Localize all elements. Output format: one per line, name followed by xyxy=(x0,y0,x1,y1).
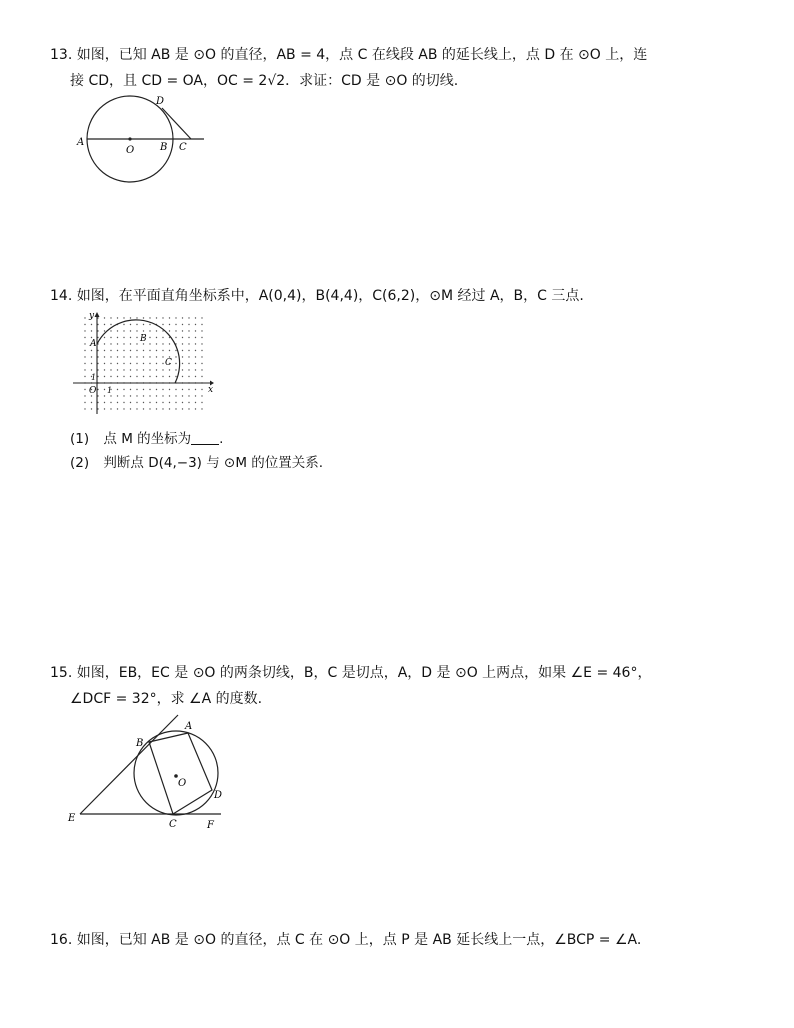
axis-label-y: y xyxy=(89,311,95,321)
grid-dot xyxy=(195,369,196,370)
grid-dot xyxy=(110,350,111,351)
grid-dot xyxy=(136,395,137,396)
question-13-text: 如图，已知 AB 是 ⊙O 的直径，AB = 4，点 C 在线段 AB 的延长线上，点 D 在 ⊙O 上，连 xyxy=(76,47,648,63)
question-15-line-2: ∠DCF = 32°，求 ∠A 的度数. xyxy=(70,691,263,707)
grid-dot xyxy=(149,369,150,370)
grid-dot xyxy=(175,369,176,370)
label-b: B xyxy=(160,142,168,153)
grid-dot xyxy=(117,356,118,357)
grid-dot xyxy=(104,343,105,344)
grid-dot xyxy=(104,395,105,396)
grid-dot xyxy=(84,408,85,409)
grid-dot xyxy=(149,395,150,396)
grid-dot xyxy=(136,402,137,403)
grid-dot xyxy=(188,376,189,377)
grid-dot xyxy=(130,350,131,351)
grid-dot xyxy=(110,324,111,325)
grid-dot xyxy=(201,317,202,318)
grid-dot xyxy=(149,408,150,409)
grid-dot xyxy=(175,350,176,351)
question-15-line-1 xyxy=(50,660,762,686)
grid-dot xyxy=(201,343,202,344)
grid-dot xyxy=(162,350,163,351)
grid-dot xyxy=(117,408,118,409)
grid-dot xyxy=(188,408,189,409)
grid-dot xyxy=(136,337,137,338)
grid-dot xyxy=(104,376,105,377)
grid-dot xyxy=(123,369,124,370)
grid-dot xyxy=(91,330,92,331)
grid-dot xyxy=(188,317,189,318)
grid-dot xyxy=(143,408,144,409)
grid-dot xyxy=(149,350,150,351)
grid-dot xyxy=(149,337,150,338)
grid-dot xyxy=(169,324,170,325)
grid-dot xyxy=(169,337,170,338)
label-a: A xyxy=(90,339,97,349)
grid-dot xyxy=(143,369,144,370)
grid-dot xyxy=(195,363,196,364)
grid-dot xyxy=(84,317,85,318)
grid-dot xyxy=(130,408,131,409)
grid-dot xyxy=(156,330,157,331)
grid-dot xyxy=(156,363,157,364)
grid-dot xyxy=(143,350,144,351)
label-a: A xyxy=(185,721,193,732)
question-14-number: 14. xyxy=(50,288,73,304)
grid-dot xyxy=(175,376,176,377)
grid-dot xyxy=(123,363,124,364)
grid-dot xyxy=(136,363,137,364)
part-1-number: (1) xyxy=(70,431,90,447)
grid-dot xyxy=(162,369,163,370)
grid-dot xyxy=(162,363,163,364)
grid-dot xyxy=(169,402,170,403)
grid-dot xyxy=(149,389,150,390)
grid-dot xyxy=(169,330,170,331)
part-2-text: 判断点 D(4,−3) 与 ⊙M 的位置关系. xyxy=(103,455,324,471)
grid-dot xyxy=(182,317,183,318)
grid-dot xyxy=(175,389,176,390)
grid-dot xyxy=(123,350,124,351)
grid-dot xyxy=(104,330,105,331)
grid-dot xyxy=(91,402,92,403)
grid-dot xyxy=(130,324,131,325)
label-d: D xyxy=(156,96,165,107)
grid-dot xyxy=(149,330,150,331)
part-2-number: (2) xyxy=(70,455,90,471)
grid-dot xyxy=(104,324,105,325)
grid-dot xyxy=(182,337,183,338)
grid-dot xyxy=(156,402,157,403)
grid-dot xyxy=(117,350,118,351)
question-13-line-1 xyxy=(50,42,762,68)
grid-dot xyxy=(182,369,183,370)
grid-dot xyxy=(175,356,176,357)
grid-dot xyxy=(175,324,176,325)
grid-dot xyxy=(169,317,170,318)
grid-dot xyxy=(156,376,157,377)
grid-dot xyxy=(149,376,150,377)
question-13-number: 13. xyxy=(50,47,73,63)
grid-dot xyxy=(136,324,137,325)
grid-dot xyxy=(143,356,144,357)
figure-14-coordinate-grid xyxy=(70,310,215,416)
tick-label-y-1: 1 xyxy=(91,373,97,382)
question-16-number: 16. xyxy=(50,932,73,948)
label-origin-o: O xyxy=(89,386,97,396)
tangent-cd xyxy=(162,108,191,139)
label-e: E xyxy=(68,813,76,824)
grid-dot xyxy=(182,356,183,357)
grid-dot xyxy=(110,408,111,409)
grid-dot xyxy=(84,330,85,331)
grid-dot xyxy=(91,369,92,370)
grid-dot xyxy=(182,350,183,351)
grid-dot xyxy=(201,337,202,338)
grid-dot xyxy=(130,369,131,370)
grid-dot xyxy=(84,343,85,344)
grid-dot xyxy=(149,317,150,318)
grid-dot xyxy=(117,343,118,344)
label-f: F xyxy=(207,820,214,831)
grid-dot xyxy=(195,408,196,409)
grid-dot xyxy=(110,376,111,377)
grid-dot xyxy=(91,356,92,357)
arc-circle-m xyxy=(97,320,180,383)
grid-dot xyxy=(175,408,176,409)
grid-dot xyxy=(84,337,85,338)
quadrilateral-bacd xyxy=(149,733,212,814)
grid-dot xyxy=(84,356,85,357)
grid-dot xyxy=(195,402,196,403)
grid-dot xyxy=(130,343,131,344)
grid-dot xyxy=(143,324,144,325)
grid-dot xyxy=(136,317,137,318)
figure-13 xyxy=(70,94,210,186)
grid-dot xyxy=(201,389,202,390)
grid-dot xyxy=(130,337,131,338)
grid-dot xyxy=(130,356,131,357)
grid-dot xyxy=(117,395,118,396)
grid-dot xyxy=(130,363,131,364)
grid-dot xyxy=(123,337,124,338)
grid-dot xyxy=(149,363,150,364)
grid-dot xyxy=(169,343,170,344)
grid-dot xyxy=(188,369,189,370)
grid-dot xyxy=(149,356,150,357)
question-16 xyxy=(50,927,762,953)
grid-dot xyxy=(104,389,105,390)
grid-dot xyxy=(175,402,176,403)
grid-dot xyxy=(201,363,202,364)
grid-dot xyxy=(130,395,131,396)
label-b: B xyxy=(140,334,147,344)
grid-dot xyxy=(169,350,170,351)
grid-dot xyxy=(136,389,137,390)
grid-dot xyxy=(162,395,163,396)
grid-dot xyxy=(136,356,137,357)
grid-dot xyxy=(110,317,111,318)
figure-15 xyxy=(66,710,231,836)
grid-dot xyxy=(123,356,124,357)
grid-points xyxy=(84,317,202,409)
grid-dot xyxy=(117,369,118,370)
grid-dot xyxy=(156,317,157,318)
grid-dot xyxy=(117,376,118,377)
grid-dot xyxy=(91,363,92,364)
grid-dot xyxy=(84,389,85,390)
grid-dot xyxy=(162,408,163,409)
grid-dot xyxy=(201,402,202,403)
grid-dot xyxy=(169,395,170,396)
grid-dot xyxy=(162,402,163,403)
grid-dot xyxy=(110,330,111,331)
question-14 xyxy=(50,283,762,309)
center-point-o xyxy=(128,137,131,140)
grid-dot xyxy=(130,389,131,390)
grid-dot xyxy=(162,317,163,318)
grid-dot xyxy=(175,395,176,396)
grid-dot xyxy=(188,356,189,357)
question-14-text: 如图，在平面直角坐标系中，A(0,4)，B(4,4)，C(6,2)，⊙M 经过 A，B，C 三点. xyxy=(76,288,584,304)
grid-dot xyxy=(182,389,183,390)
grid-dot xyxy=(143,402,144,403)
grid-dot xyxy=(169,376,170,377)
grid-dot xyxy=(156,356,157,357)
label-c: C xyxy=(179,142,187,153)
grid-dot xyxy=(104,337,105,338)
grid-dot xyxy=(201,324,202,325)
grid-dot xyxy=(136,343,137,344)
grid-dot xyxy=(143,317,144,318)
grid-dot xyxy=(162,330,163,331)
grid-dot xyxy=(175,363,176,364)
grid-dot xyxy=(149,324,150,325)
grid-dot xyxy=(84,402,85,403)
grid-dot xyxy=(143,363,144,364)
grid-dot xyxy=(156,395,157,396)
answer-blank-m[interactable] xyxy=(191,430,219,445)
grid-dot xyxy=(110,402,111,403)
label-o: O xyxy=(178,778,187,789)
grid-dot xyxy=(110,356,111,357)
tangent-eb xyxy=(80,715,178,814)
question-13-line-2: 接 CD，且 CD = OA，OC = 2√2．求证：CD 是 ⊙O 的切线. xyxy=(70,73,459,89)
grid-dot xyxy=(104,317,105,318)
grid-dot xyxy=(156,408,157,409)
grid-dot xyxy=(188,402,189,403)
grid-dot xyxy=(104,369,105,370)
grid-dot xyxy=(91,337,92,338)
grid-dot xyxy=(201,395,202,396)
grid-dot xyxy=(188,389,189,390)
grid-dot xyxy=(136,350,137,351)
question-16-text: 如图，已知 AB 是 ⊙O 的直径，点 C 在 ⊙O 上，点 P 是 AB 延长线上一点，∠BCP = ∠A. xyxy=(76,932,642,948)
grid-dot xyxy=(182,330,183,331)
grid-dot xyxy=(104,350,105,351)
grid-dot xyxy=(195,324,196,325)
grid-dot xyxy=(123,395,124,396)
grid-dot xyxy=(188,350,189,351)
grid-dot xyxy=(201,369,202,370)
grid-dot xyxy=(149,343,150,344)
grid-dot xyxy=(195,337,196,338)
grid-dot xyxy=(123,317,124,318)
grid-dot xyxy=(104,408,105,409)
grid-dot xyxy=(149,402,150,403)
grid-dot xyxy=(201,408,202,409)
grid-dot xyxy=(182,408,183,409)
grid-dot xyxy=(195,330,196,331)
grid-dot xyxy=(188,363,189,364)
grid-dot xyxy=(188,395,189,396)
grid-dot xyxy=(123,343,124,344)
grid-dot xyxy=(117,402,118,403)
label-b: B xyxy=(136,738,144,749)
grid-dot xyxy=(182,343,183,344)
grid-dot xyxy=(84,350,85,351)
part-1-period: . xyxy=(219,431,224,447)
grid-dot xyxy=(175,337,176,338)
label-d: D xyxy=(214,790,223,801)
grid-dot xyxy=(123,402,124,403)
grid-dot xyxy=(110,369,111,370)
grid-dot xyxy=(156,343,157,344)
grid-dot xyxy=(143,389,144,390)
grid-dot xyxy=(123,330,124,331)
grid-dot xyxy=(169,369,170,370)
label-c: C xyxy=(169,819,177,830)
question-15 xyxy=(50,660,762,712)
grid-dot xyxy=(169,408,170,409)
grid-dot xyxy=(110,363,111,364)
grid-dot xyxy=(130,376,131,377)
grid-dot xyxy=(117,363,118,364)
grid-dot xyxy=(156,350,157,351)
grid-dot xyxy=(162,356,163,357)
grid-dot xyxy=(143,376,144,377)
grid-dot xyxy=(123,324,124,325)
grid-dot xyxy=(162,376,163,377)
grid-dot xyxy=(201,356,202,357)
grid-dot xyxy=(143,395,144,396)
grid-dot xyxy=(201,330,202,331)
grid-dot xyxy=(136,408,137,409)
grid-dot xyxy=(156,337,157,338)
grid-dot xyxy=(162,343,163,344)
question-15-text: 如图，EB，EC 是 ⊙O 的两条切线，B，C 是切点，A，D 是 ⊙O 上两点，如果 ∠E = 46°， xyxy=(76,665,652,681)
grid-dot xyxy=(188,324,189,325)
grid-dot xyxy=(91,408,92,409)
grid-dot xyxy=(175,317,176,318)
grid-dot xyxy=(123,408,124,409)
grid-dot xyxy=(195,389,196,390)
grid-dot xyxy=(84,395,85,396)
grid-dot xyxy=(201,350,202,351)
grid-dot xyxy=(104,363,105,364)
grid-dot xyxy=(188,337,189,338)
question-13 xyxy=(50,42,762,94)
question-15-number: 15. xyxy=(50,665,73,681)
grid-dot xyxy=(156,369,157,370)
grid-dot xyxy=(110,337,111,338)
grid-dot xyxy=(195,356,196,357)
grid-dot xyxy=(130,317,131,318)
grid-dot xyxy=(162,389,163,390)
part-1-text: 点 M 的坐标为 xyxy=(103,431,192,447)
grid-dot xyxy=(195,395,196,396)
grid-dot xyxy=(110,395,111,396)
y-axis-arrow-icon xyxy=(95,312,100,317)
grid-dot xyxy=(195,376,196,377)
grid-dot xyxy=(91,324,92,325)
grid-dot xyxy=(130,330,131,331)
grid-dot xyxy=(117,389,118,390)
grid-dot xyxy=(195,343,196,344)
grid-dot xyxy=(182,402,183,403)
grid-dot xyxy=(84,376,85,377)
grid-dot xyxy=(182,363,183,364)
grid-dot xyxy=(195,350,196,351)
grid-dot xyxy=(104,356,105,357)
question-14-part-2 xyxy=(70,451,323,471)
grid-dot xyxy=(123,376,124,377)
grid-dot xyxy=(188,343,189,344)
grid-dot xyxy=(136,376,137,377)
question-14-part-1 xyxy=(70,427,223,447)
grid-dot xyxy=(84,363,85,364)
grid-dot xyxy=(156,389,157,390)
grid-dot xyxy=(84,369,85,370)
grid-dot xyxy=(162,324,163,325)
grid-dot xyxy=(117,337,118,338)
grid-dot xyxy=(195,317,196,318)
grid-dot xyxy=(169,389,170,390)
grid-dot xyxy=(201,376,202,377)
grid-dot xyxy=(188,330,189,331)
label-o: O xyxy=(126,145,135,156)
axis-label-x: x xyxy=(208,385,214,395)
grid-dot xyxy=(130,402,131,403)
label-c: C xyxy=(165,358,172,368)
grid-dot xyxy=(110,343,111,344)
grid-dot xyxy=(182,395,183,396)
grid-dot xyxy=(123,389,124,390)
grid-dot xyxy=(117,330,118,331)
grid-dot xyxy=(91,350,92,351)
grid-dot xyxy=(136,369,137,370)
grid-dot xyxy=(162,337,163,338)
grid-dot xyxy=(182,376,183,377)
grid-dot xyxy=(104,402,105,403)
grid-dot xyxy=(143,330,144,331)
tick-label-x-1: 1 xyxy=(107,386,113,395)
grid-dot xyxy=(117,317,118,318)
grid-dot xyxy=(84,324,85,325)
grid-dot xyxy=(182,324,183,325)
grid-dot xyxy=(136,330,137,331)
grid-dot xyxy=(175,330,176,331)
label-a: A xyxy=(77,137,85,148)
